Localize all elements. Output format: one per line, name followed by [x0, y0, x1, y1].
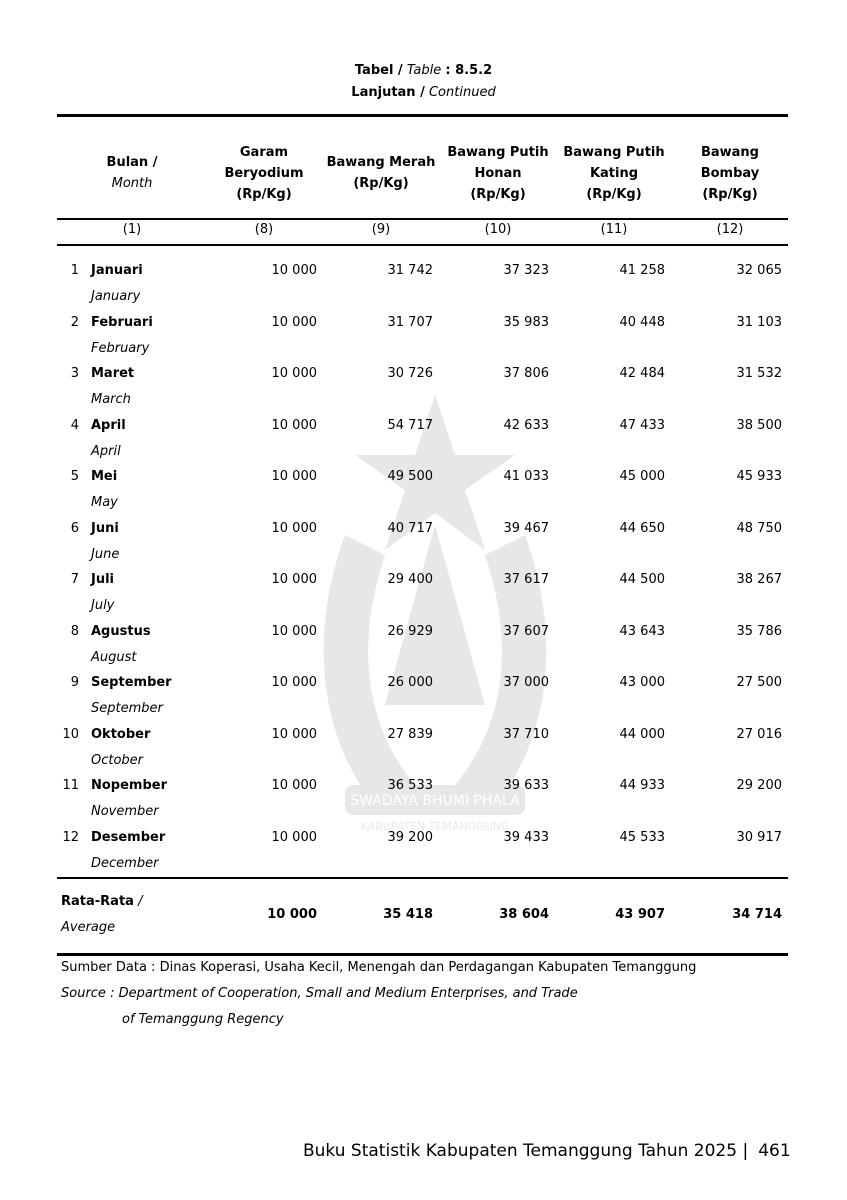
price-cell: 37 323 — [503, 263, 549, 278]
price-cell: 39 200 — [387, 829, 433, 845]
price-cell: 26 929 — [387, 623, 433, 639]
table-top-rule — [57, 114, 788, 117]
price-cell: 43 000 — [619, 675, 665, 690]
header-month: Bulan / Month — [106, 155, 158, 191]
header-iodized-salt: Garam Beryodium (Rp/Kg) — [224, 144, 304, 202]
month-name-en: February — [91, 340, 150, 356]
price-cell: 10 000 — [271, 469, 317, 484]
source-note-en-cont: of Temanggung Regency — [122, 1012, 284, 1027]
price-cell: 44 650 — [619, 520, 665, 536]
table-number: : 8.5.2 — [445, 63, 493, 78]
month-name-id: Nopember — [91, 778, 168, 793]
month-name-en: April — [91, 443, 121, 459]
column-number: (8) — [254, 222, 274, 237]
title-label-en: Table — [406, 63, 442, 78]
price-cell: 29 200 — [736, 778, 782, 793]
month-name-en: November — [91, 804, 159, 819]
price-cell: 37 607 — [503, 623, 549, 639]
watermark-motto: SWADAYA BHUMI PHALA — [350, 793, 520, 809]
month-name-en: October — [91, 752, 144, 768]
price-cell: 41 033 — [503, 469, 549, 484]
source-note-id: Sumber Data : Dinas Koperasi, Usaha Kecil, Menengah dan Perdagangan Kabupaten Temanggung — [61, 960, 697, 975]
month-name-id: Mei — [91, 469, 118, 484]
price-cell: 37 000 — [503, 675, 549, 690]
table-row — [0, 410, 847, 462]
price-cell: 44 500 — [619, 572, 665, 587]
price-cell: 48 750 — [736, 520, 782, 536]
month-name-en: March — [91, 392, 131, 407]
price-cell: 26 000 — [387, 675, 433, 690]
month-name-id: Juli — [91, 572, 115, 587]
table-row — [0, 461, 847, 513]
price-cell: 10 000 — [271, 675, 317, 690]
price-cell: 10 000 — [271, 572, 317, 587]
month-name-en: September — [91, 701, 163, 716]
price-cell: 27 839 — [387, 726, 433, 742]
price-cell: 10 000 — [271, 314, 317, 330]
month-name-id: April — [91, 417, 126, 433]
column-number-rule — [57, 244, 788, 246]
table-row — [0, 822, 847, 874]
month-name-en: May — [91, 495, 118, 510]
row-number: 4 — [70, 417, 79, 433]
price-cell: 10 000 — [271, 520, 317, 536]
price-cell: 45 000 — [619, 469, 665, 484]
price-cell: 30 726 — [387, 366, 433, 381]
average-value: 34 714 — [732, 907, 782, 922]
table-row — [0, 616, 847, 668]
month-name-id: Agustus — [91, 623, 151, 639]
row-number: 6 — [70, 520, 79, 536]
table-row — [0, 667, 847, 719]
header-onion-bombay: Bawang Bombay (Rp/Kg) — [700, 144, 760, 202]
row-number: 2 — [70, 314, 79, 330]
row-number: 3 — [70, 366, 79, 381]
price-cell: 40 717 — [387, 520, 433, 536]
average-label: Rata-Rata / — [61, 894, 143, 909]
price-cell: 44 000 — [619, 726, 665, 742]
title-label-id: Tabel / — [354, 63, 403, 78]
month-name-en: January — [91, 289, 141, 304]
price-cell: 38 500 — [736, 417, 782, 433]
header-garlic-honan: Bawang Putih Honan (Rp/Kg) — [447, 144, 549, 202]
price-cell: 10 000 — [271, 263, 317, 278]
row-number: 5 — [70, 469, 79, 484]
price-cell: 31 742 — [387, 263, 433, 278]
table-row — [0, 564, 847, 616]
price-cell: 32 065 — [736, 263, 782, 278]
average-value: 43 907 — [615, 907, 665, 922]
row-number: 9 — [70, 675, 79, 690]
price-cell: 10 000 — [271, 623, 317, 639]
price-cell: 54 717 — [387, 417, 433, 433]
month-name-id: Juni — [91, 520, 119, 536]
price-cell: 37 806 — [503, 366, 549, 381]
table-row — [0, 513, 847, 565]
body-bottom-rule — [57, 877, 788, 879]
price-cell: 40 448 — [619, 314, 665, 330]
price-cell: 31 532 — [736, 366, 782, 381]
book-title: Buku Statistik Kabupaten Temanggung Tahun 2025 | — [303, 1141, 749, 1161]
page-footer — [303, 1141, 791, 1161]
continued-line — [0, 82, 847, 104]
price-cell: 30 917 — [736, 829, 782, 845]
average-value: 10 000 — [267, 907, 317, 922]
continued-label-id: Lanjutan / — [351, 85, 425, 100]
table-row — [0, 255, 847, 307]
average-value: 35 418 — [383, 907, 433, 922]
month-name-en: December — [91, 855, 159, 871]
price-cell: 35 983 — [503, 314, 549, 330]
column-number: (10) — [484, 222, 512, 237]
row-number: 12 — [62, 829, 79, 845]
row-number: 7 — [70, 572, 79, 587]
price-cell: 10 000 — [271, 417, 317, 433]
price-cell: 38 267 — [736, 572, 782, 587]
average-value: 38 604 — [499, 907, 549, 922]
table-row — [0, 307, 847, 359]
price-cell: 10 000 — [271, 726, 317, 742]
price-cell: 29 400 — [387, 572, 433, 587]
price-cell: 45 533 — [619, 829, 665, 845]
source-note-en: Source : Department of Cooperation, Small and Medium Enterprises, and Trade — [61, 986, 578, 1001]
month-name-id: September — [91, 675, 172, 690]
column-number: (12) — [716, 222, 744, 237]
price-cell: 31 707 — [387, 314, 433, 330]
price-cell: 31 103 — [736, 314, 782, 330]
price-cell: 49 500 — [387, 469, 433, 484]
column-number: (11) — [600, 222, 628, 237]
month-name-en: June — [91, 546, 120, 562]
continued-label-en: Continued — [428, 85, 496, 100]
price-cell: 37 617 — [503, 572, 549, 587]
row-number: 8 — [70, 623, 79, 639]
month-name-id: Februari — [91, 314, 153, 330]
header-shallot: Bawang Merah (Rp/Kg) — [326, 155, 436, 191]
month-name-id: Desember — [91, 829, 166, 845]
price-cell: 35 786 — [736, 623, 782, 639]
watermark-regency: KABUPATEN TEMANGGUNG — [360, 820, 510, 833]
average-row — [0, 886, 847, 952]
price-cell: 42 633 — [503, 417, 549, 433]
row-number: 11 — [62, 778, 79, 793]
table-row — [0, 719, 847, 771]
month-name-id: Januari — [91, 263, 143, 278]
price-cell: 10 000 — [271, 366, 317, 381]
month-name-en: July — [91, 598, 115, 613]
table-title — [0, 60, 847, 104]
price-cell: 39 433 — [503, 829, 549, 845]
price-cell: 10 000 — [271, 778, 317, 793]
price-cell: 43 643 — [619, 623, 665, 639]
column-number: (1) — [122, 222, 142, 237]
price-cell: 27 500 — [736, 675, 782, 690]
column-number: (9) — [371, 222, 391, 237]
row-number: 1 — [70, 263, 79, 278]
price-cell: 36 533 — [387, 778, 433, 793]
page-number: 461 — [758, 1141, 791, 1161]
row-number: 10 — [62, 726, 79, 742]
price-cell: 44 933 — [619, 778, 665, 793]
price-cell: 39 467 — [503, 520, 549, 536]
month-name-id: Oktober — [91, 726, 151, 742]
price-cell: 39 633 — [503, 778, 549, 793]
price-cell: 42 484 — [619, 366, 665, 381]
table-row — [0, 358, 847, 410]
header-bottom-rule — [57, 218, 788, 220]
price-cell: 37 710 — [503, 726, 549, 742]
price-cell: 41 258 — [619, 263, 665, 278]
table-row — [0, 770, 847, 822]
month-name-id: Maret — [91, 366, 135, 381]
price-cell: 27 016 — [736, 726, 782, 742]
month-name-en: August — [91, 649, 137, 665]
header-garlic-kating: Bawang Putih Kating (Rp/Kg) — [563, 144, 665, 202]
price-cell: 45 933 — [736, 469, 782, 484]
price-cell: 10 000 — [271, 829, 317, 845]
table-number-line — [0, 60, 847, 82]
table-bottom-rule — [57, 953, 788, 956]
average-label-en: Average — [61, 920, 116, 935]
price-cell: 47 433 — [619, 417, 665, 433]
